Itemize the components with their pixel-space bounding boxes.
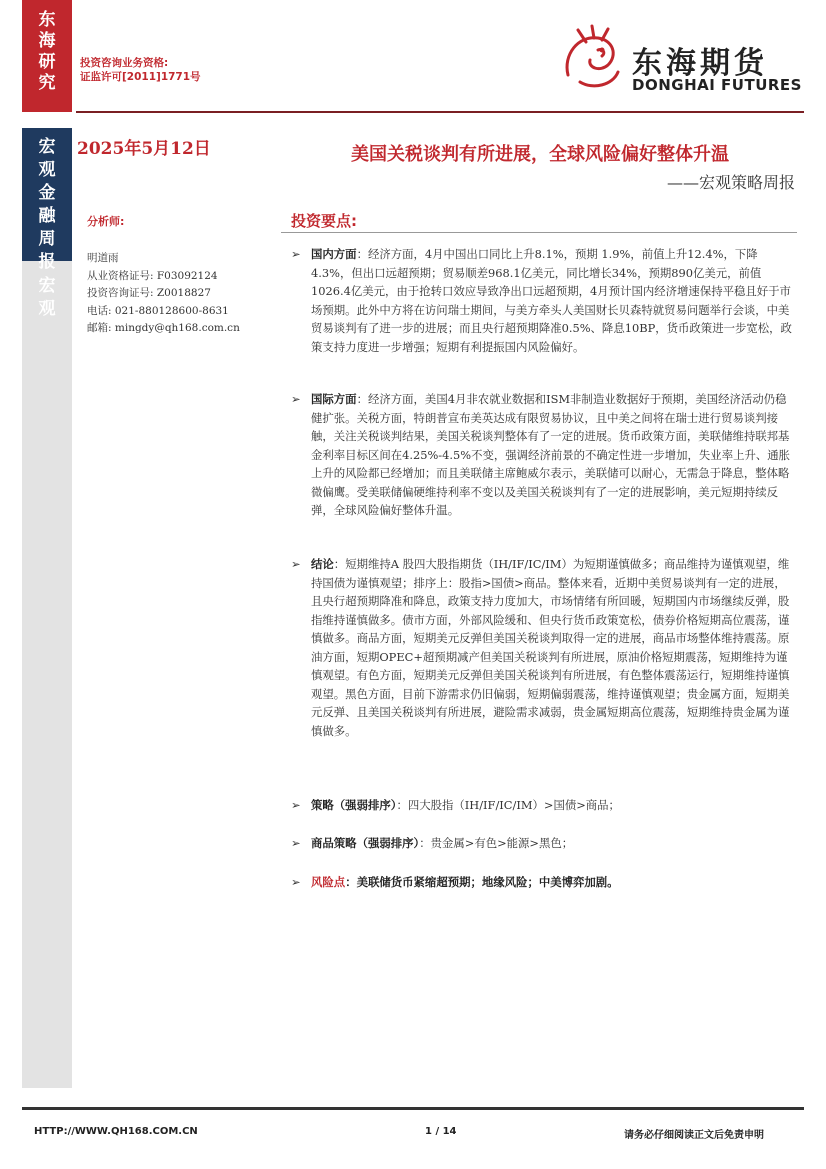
key-point-label: 商品策略（强弱排序） [311, 836, 420, 850]
brand-side-label [22, 10, 72, 94]
key-point-label: 结论 [311, 557, 334, 571]
header-divider [76, 111, 804, 113]
arrow-right-icon: ➢ [291, 875, 301, 889]
key-point-label: 国内方面 [311, 247, 357, 261]
logo-cn: 东海期货 [632, 46, 768, 81]
arrow-right-icon: ➢ [291, 557, 301, 571]
key-point-label: 国际方面 [311, 392, 357, 406]
report-title: 美国关税谈判有所进展，全球风险偏好整体升温 [351, 144, 729, 165]
key-point-text: ：美联储货币紧缩超预期；地缘风险；中美博弈加剧。 [345, 875, 619, 889]
footer-url-link[interactable]: HTTP://WWW.QH168.COM.CN [34, 1126, 198, 1137]
analyst-label: 分析师: [87, 215, 125, 228]
analyst-name: 明道雨 [87, 252, 119, 264]
arrow-right-icon: ➢ [291, 392, 301, 406]
sidebar-blue-label [22, 136, 72, 274]
footer-disclaimer: 请务必仔细阅读正文后免责申明 [624, 1130, 764, 1141]
key-points-divider [281, 232, 797, 233]
qualification-line1: 投资咨询业务资格: [80, 57, 169, 69]
analyst-phone: 电话: 021-880128600-8631 [87, 304, 229, 317]
sidebar-gray-label [22, 275, 72, 321]
sidebar-gray-label-text: 宏观 [38, 276, 56, 319]
analyst-email[interactable]: 邮箱: mingdy@qh168.com.cn [87, 322, 240, 334]
qualification-line2: 证监许可[2011]1771号 [80, 71, 201, 83]
footer-divider [22, 1107, 804, 1110]
key-point-label: 策略（强弱排序） [311, 798, 397, 812]
key-point-commodity-strategy [291, 834, 796, 853]
key-point-risk [291, 873, 796, 892]
company-logo [558, 20, 808, 100]
arrow-right-icon: ➢ [291, 798, 301, 812]
arrow-right-icon: ➢ [291, 247, 301, 261]
key-point-text: ：经济方面，4月中国出口同比上升8.1%，预期 1.9%，前值上升12.4%，下降4.3%，但出口远超预期；贸易顺差968.1亿美元，同比增长34%，预期890亿美元，前值1026.4亿美元，由于抢转口效应导致净出口远超预期，4月预计国内经济增速保持平稳且好于市场预期。此外中方将在访问瑞士期间，与美方牵头人美国财长贝森特就贸易问题举行会谈，中美贸易谈判有了进一步的进展；而且央行超预期降准0.5%、降息10BP，货币政策进一步宽松，政策支持力度进一步增强；短期有利提振国内风险偏好。 [311, 247, 792, 354]
sidebar-blue-label-text: 宏观金融周报 [38, 137, 56, 272]
key-point-conclusion [291, 555, 796, 740]
report-subtitle: ——宏观策略周报 [666, 173, 795, 192]
analyst-cert2: 投资咨询证号: Z0018827 [87, 287, 211, 299]
report-date: 2025年5月12日 [77, 139, 211, 159]
key-point-text: ：四大股指（IH/IF/IC/IM）>国债>商品； [396, 798, 620, 812]
qualification [80, 56, 201, 84]
logo-en: DONGHAI FUTURES [632, 76, 802, 94]
analyst-cert1: 从业资格证号: F03092124 [87, 269, 218, 282]
key-point-domestic [291, 245, 796, 356]
page-number: 1 / 14 [425, 1126, 457, 1137]
arrow-right-icon: ➢ [291, 836, 301, 850]
key-point-international [291, 390, 796, 520]
key-point-strategy [291, 796, 796, 815]
analyst-info [87, 250, 240, 338]
key-point-label: 风险点 [311, 875, 346, 889]
brand-side-label-text: 东海研究 [38, 10, 56, 93]
key-point-text: ：经济方面，美国4月非农就业数据和ISM非制造业数据好于预期，美国经济活动仍稳健扩张。关税方面，特朗普宣布美英达成有限贸易协议，且中美之间将在瑞士进行贸易谈判接触，关注关税谈判结果，美国关税谈判整体有了一定的进展。货币政策方面，美联储维持联邦基金利率目标区间在4.25%-4.5%不变，强调经济前景的不确定性进一步增加，失业率上升、通胀上升的风险都已经增加；而且美联储主席鲍威尔表示，美联储可以耐心，无需急于降息，整体略微偏鹰。受美联储偏硬维持利率不变以及美国关税谈判有了一定的进展影响，美元短期持续反弹，全球风险偏好整体升温。 [311, 392, 791, 517]
key-point-text: ：短期维持A 股四大股指期货（IH/IF/IC/IM）为短期谨慎做多；商品维持为谨慎观望，维持国债为谨慎观望；排序上：股指>国债>商品。整体来看，近期中美贸易谈判有一定的进展，且央行超预期降准和降息，政策支持力度加大，市场情绪有所回暖，短期国内市场继续反弹，股指维持谨慎做多。债市方面，外部风险缓和、但央行货币政策宽松，债券价格短期高位震荡，谨慎做多。商品方面，短期美元反弹但美国关税谈判取得一定的进展，商品市场整体维持震荡。原油方面，短期OPEC+超预期减产但美国关税谈判有所进展，原油价格短期震荡，短期维持为谨慎观望。有色方面，短期美元反弹但美国关税谈判有所进展，有色整体震荡运行，短期维持谨慎观望。黑色方面，目前下游需求仍旧偏弱，短期偏弱震荡，维持谨慎观望；贵金属方面，短期美元反弹、且美国关税谈判有所进展，避险需求减弱，贵金属短期高位震荡，短期维持贵金属为谨慎做多。 [311, 557, 790, 738]
key-point-text: ：贵金属>有色>能源>黑色； [419, 836, 574, 850]
key-points-heading: 投资要点: [291, 212, 357, 230]
